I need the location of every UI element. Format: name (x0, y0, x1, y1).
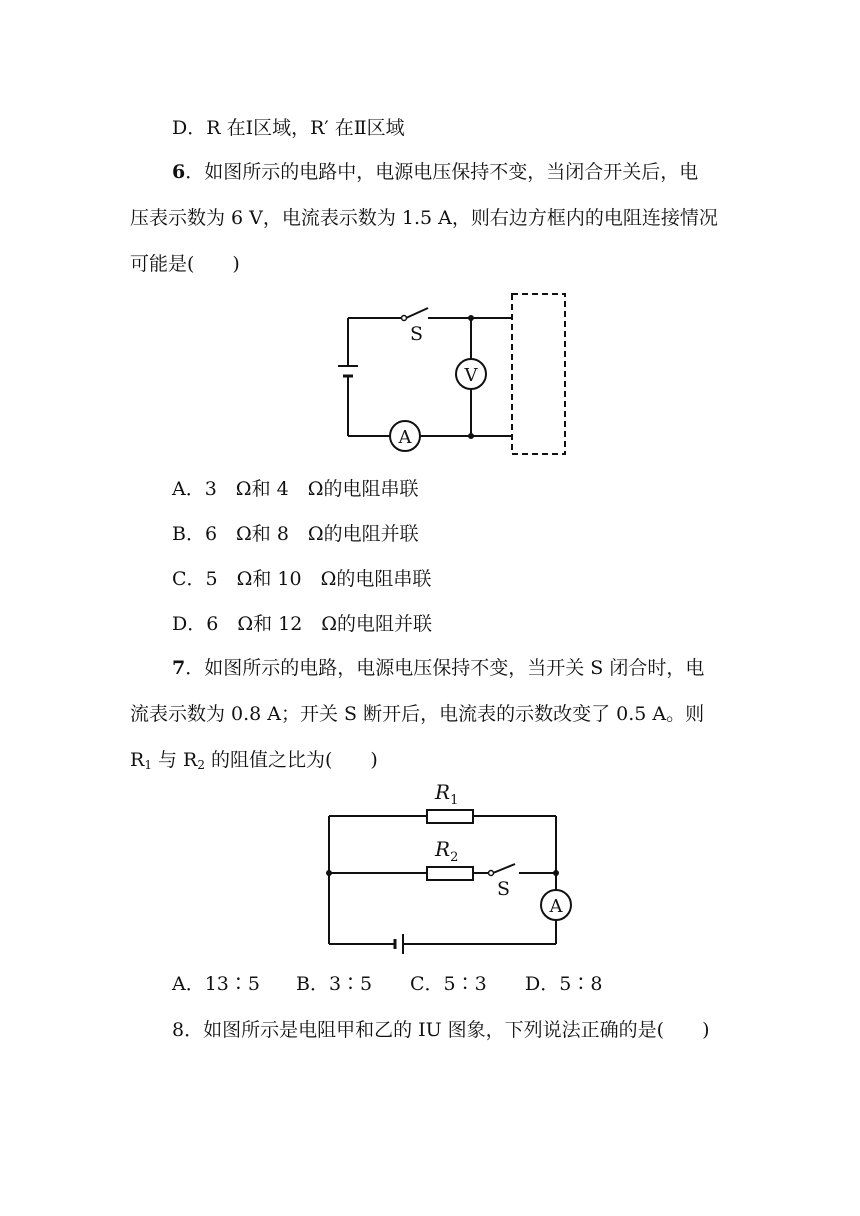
q7-option-b: B．3∶5 (296, 973, 373, 995)
q7-number: 7 (172, 657, 186, 679)
q6-switch-pivot (402, 316, 407, 321)
q7-r2-label-letter: R (435, 837, 451, 861)
q7-option-d: D．5∶8 (525, 973, 603, 995)
q7-ammeter-label: A (549, 896, 563, 917)
q7-r1-label (434, 780, 458, 808)
q6-option-b: B．6 Ω和 8 Ω的电阻并联 (172, 523, 419, 545)
q7-r1-subscript: 1 (144, 758, 152, 772)
q7-r1-letter: R (130, 749, 145, 771)
q7-r2-label-sub: 2 (450, 850, 459, 865)
q7-junction-right (553, 870, 559, 876)
q7-r2-subscript: 2 (197, 758, 205, 772)
q6-stem-text-1: ．如图所示的电路中，电源电压保持不变，当闭合开关后，电 (185, 161, 699, 183)
q7-switch-blade (493, 864, 515, 873)
q6-dashed-box (512, 294, 565, 454)
q6-junction-top (468, 315, 474, 321)
q7-stem-text-1: ．如图所示的电路，电源电压保持不变，当开关 S 闭合时，电 (185, 657, 705, 679)
q6-option-c: C．5 Ω和 10 Ω的电阻串联 (172, 568, 432, 590)
q7-switch-label: S (497, 878, 511, 900)
q7-r2-label (434, 837, 458, 865)
q7-stem-line-3 (130, 748, 378, 777)
q6-option-a: A．3 Ω和 4 Ω的电阻串联 (172, 478, 419, 500)
q7-junction-left (326, 870, 332, 876)
q6-voltmeter-label: V (464, 365, 478, 386)
q6-junction-bottom (468, 433, 474, 439)
q6-number: 6 (172, 161, 186, 183)
q6-stem-line-2: 压表示数为 6 V，电流表示数为 1.5 A，则右边方框内的电阻连接情况 (130, 207, 718, 229)
q7-stem-line-1 (172, 656, 704, 680)
q6-option-d: D．6 Ω和 12 Ω的电阻并联 (172, 613, 433, 635)
q5-option-d: D．R 在Ⅰ区域，R′ 在Ⅱ区域 (172, 117, 405, 139)
q6-switch-blade (406, 308, 428, 318)
q6-stem-line-1 (172, 160, 698, 184)
q7-resistor-r1 (427, 810, 473, 823)
q7-r1-label-sub: 1 (450, 793, 459, 808)
q6-ammeter-label: A (398, 427, 412, 448)
q7-r1-label-letter: R (435, 780, 451, 804)
q7-option-c: C．5∶3 (410, 973, 487, 995)
q7-circuit-diagram (315, 776, 590, 956)
q7-stem-end: 的阻值之比为( ) (204, 749, 378, 771)
q6-circuit-diagram (330, 288, 580, 460)
q7-stem-mid: 与 R (151, 749, 198, 771)
q6-stem-line-3: 可能是( ) (130, 253, 240, 275)
q7-resistor-r2 (427, 867, 473, 880)
q7-switch-pivot (489, 871, 494, 876)
q8-stem: 8．如图所示是电阻甲和乙的 IU 图象，下列说法正确的是( ) (172, 1019, 710, 1041)
q7-stem-line-2: 流表示数为 0.8 A；开关 S 断开后，电流表的示数改变了 0.5 A。则 (130, 703, 705, 725)
q7-option-a: A．13∶5 (172, 973, 260, 995)
q6-switch-label: S (410, 323, 424, 345)
